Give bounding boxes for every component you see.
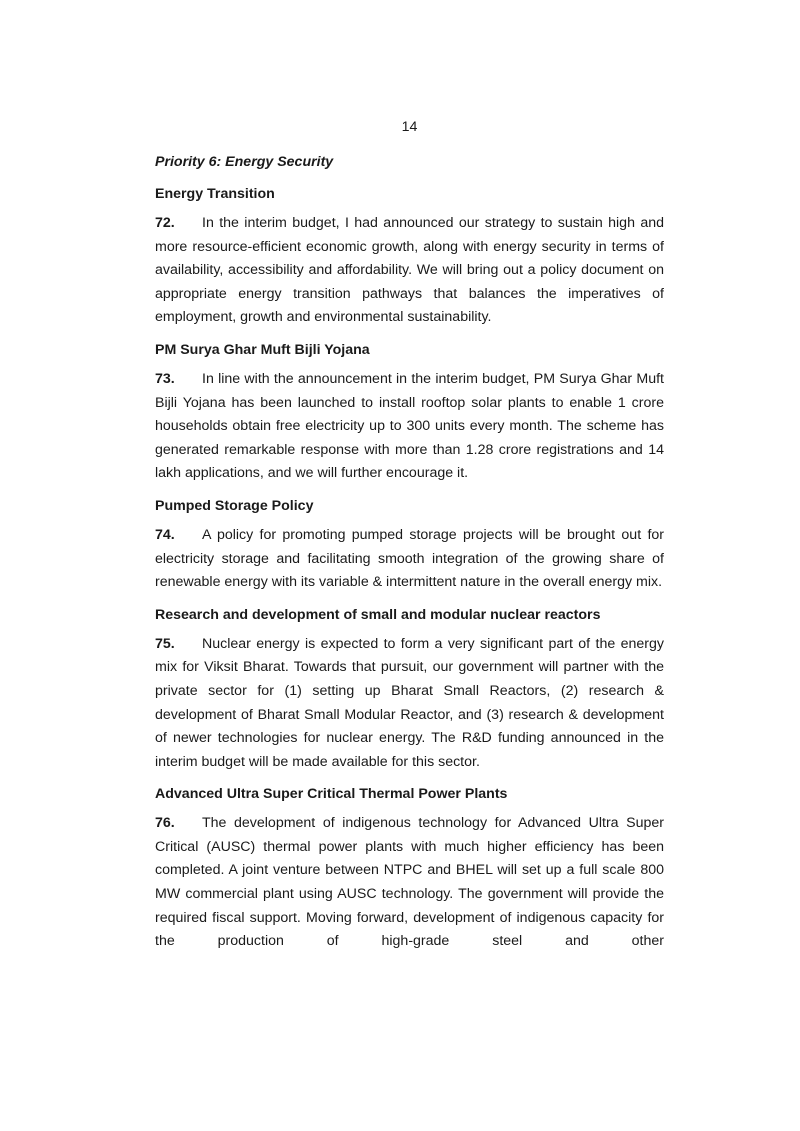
- paragraph-number: 73.: [155, 370, 175, 387]
- section-heading: Energy Transition: [155, 186, 275, 202]
- paragraph-number: 74.: [155, 526, 175, 543]
- paragraph-73: [155, 368, 664, 486]
- page-number: 14: [401, 119, 418, 135]
- section-heading: Research and development of small and modular nuclear reactors: [155, 606, 601, 623]
- paragraph-74: [155, 524, 664, 595]
- paragraph-75: [155, 633, 664, 775]
- paragraph-number: 75.: [155, 635, 175, 652]
- paragraph-number: 72.: [155, 215, 175, 231]
- paragraph-text: In line with the announcement in the interim budget, PM Surya Ghar Muft Bijli Yojana has been launched to install rooftop solar plants to enable 1 crore households obtain free electricity up to 300 units every month. The scheme has generated remarkable response with more than 1.28 crore registrations and 14 lakh applications, and we will further encourage it.: [155, 370, 664, 482]
- paragraph-72: [155, 212, 664, 330]
- section-heading: PM Surya Ghar Muft Bijli Yojana: [155, 341, 370, 358]
- section-energy-transition: [155, 182, 664, 330]
- paragraph-76: [155, 812, 664, 954]
- section-ausc-thermal: [155, 782, 664, 954]
- paragraph-text: A policy for promoting pumped storage projects will be brought out for electricity storage and facilitating smooth integration of the growing share of renewable energy with its variable & intermittent nature in the overall energy mix.: [155, 526, 664, 591]
- section-heading: Advanced Ultra Super Critical Thermal Power Plants: [155, 786, 508, 803]
- paragraph-text: The development of indigenous technology for Advanced Ultra Super Critical (AUSC) thermal power plants with much higher efficiency has been completed. A joint venture between NTPC and BHEL will set up a full scale 800 MW commercial plant using AUSC technology. The government will provide the required fiscal support. Moving forward, development of indigenous capacity for the production of high-grade steel and other: [155, 815, 664, 950]
- priority-title: Priority 6: Energy Security: [155, 154, 334, 170]
- section-pm-surya-ghar: [155, 338, 664, 486]
- document-page: [155, 113, 664, 962]
- paragraph-text: Nuclear energy is expected to form a very significant part of the energy mix for Viksit Bharat. Towards that pursuit, our government will partner with the private sector for (1) setting up Bharat Small Reactors, (2) research & development of Bharat Small Modular Reactor, and (3) research & development of newer technologies for nuclear energy. The R&D funding announced in the interim budget will be made available for this sector.: [155, 635, 664, 770]
- paragraph-text: In the interim budget, I had announced our strategy to sustain high and more resource-efficient economic growth, along with energy security in terms of availability, accessibility and affordability. We will bring out a policy document on appropriate energy transition pathways that balances the imperatives of employment, growth and environmental sustainability.: [155, 215, 664, 326]
- section-nuclear-reactors: [155, 603, 664, 775]
- section-pumped-storage: [155, 494, 664, 595]
- paragraph-number: 76.: [155, 815, 175, 832]
- section-heading: Pumped Storage Policy: [155, 497, 314, 514]
